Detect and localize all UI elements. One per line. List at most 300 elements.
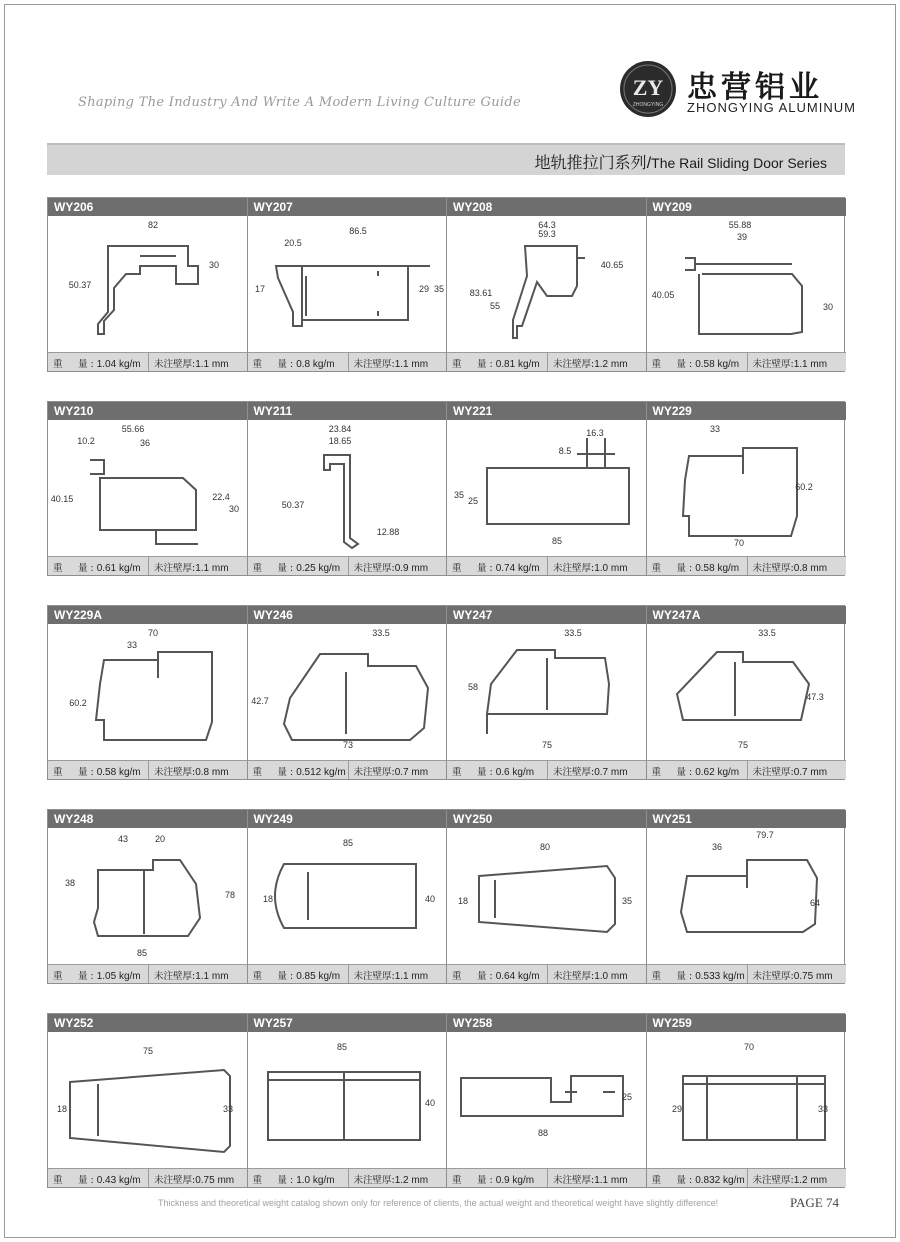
dimension-label: 33 (126, 640, 138, 650)
dimension-label: 30 (208, 260, 220, 270)
weight-label: 重 量: (53, 359, 97, 370)
dimension-label: 35 (453, 490, 465, 500)
profile-outline (156, 530, 198, 544)
dimension-label: 18.65 (328, 436, 351, 446)
dimension-label: 55.88 (728, 220, 751, 230)
spec-bar (647, 964, 847, 983)
dimension-label: 36 (711, 842, 722, 852)
weight-label: 重 量: (252, 1175, 297, 1186)
profile-outline (306, 271, 378, 316)
dimension-label: 8.5 (558, 446, 572, 456)
profile-figure (447, 420, 646, 556)
weight-spec (652, 560, 740, 574)
profile-row (47, 1013, 845, 1188)
spec-bar (248, 1168, 447, 1187)
weight-value: 0.81 kg/m (495, 359, 540, 370)
weight-spec (53, 1172, 141, 1186)
profile-figure (48, 420, 247, 556)
thickness-value: 1.2 mm (594, 359, 628, 370)
profile-figure (248, 1032, 447, 1168)
profile-outline (275, 864, 416, 928)
spec-bar (48, 352, 247, 371)
spec-bar (48, 964, 247, 983)
spec-bar (248, 760, 447, 779)
dimension-label: 16.3 (586, 428, 604, 438)
weight-value: 0.43 kg/m (96, 1175, 141, 1186)
thickness-spec (547, 1169, 646, 1187)
thickness-label: 未注壁厚: (553, 359, 595, 370)
weight-value: 1.04 kg/m (96, 359, 141, 370)
profile-card (447, 198, 647, 371)
thickness-value: 0.7 mm (594, 767, 628, 778)
profile-figure (248, 624, 447, 760)
profile-code-bar (248, 198, 447, 216)
profile-code: WY221 (453, 404, 493, 418)
profile-drawing (48, 624, 247, 760)
brand-logo (619, 60, 677, 118)
weight-spec (53, 968, 141, 982)
weight-label: 重 量: (53, 563, 97, 574)
profile-code-bar (447, 810, 646, 828)
profile-drawing (447, 420, 646, 556)
brand-name-cn: 忠营铝业 (687, 70, 823, 105)
page-label: PAGE (790, 1195, 823, 1210)
thickness-spec (547, 557, 646, 575)
profile-figure (48, 216, 247, 352)
weight-label: 重 量: (53, 971, 97, 982)
profile-card (248, 606, 448, 779)
thickness-label: 未注壁厚: (752, 1175, 794, 1186)
spec-bar (647, 556, 847, 575)
weight-spec (452, 356, 540, 370)
series-title-cn: 地轨推拉门系列 (534, 153, 647, 172)
dimension-label: 35 (621, 896, 633, 906)
weight-label: 重 量: (252, 563, 297, 574)
dimension-label: 18 (457, 896, 469, 906)
profile-drawing (248, 1032, 447, 1168)
logo-subtext: ZHONGYING (632, 102, 664, 108)
weight-spec (253, 968, 341, 982)
profile-card (447, 402, 647, 575)
profile-code: WY258 (453, 1016, 493, 1030)
thickness-spec (348, 761, 447, 779)
thickness-label: 未注壁厚: (154, 767, 196, 778)
weight-spec (452, 560, 540, 574)
profile-code: WY247A (652, 608, 701, 622)
dimension-label: 79.7 (755, 830, 774, 840)
thickness-label: 未注壁厚: (154, 563, 196, 574)
thickness-value: 1.0 mm (594, 563, 628, 574)
logo-monogram: ZY (632, 75, 664, 100)
profile-drawing (447, 216, 646, 352)
dimension-label: 43 (117, 834, 129, 844)
profile-figure (447, 216, 646, 352)
thickness-value: 1.1 mm (195, 563, 229, 574)
dimension-label: 47.3 (805, 692, 824, 702)
profile-figure (647, 828, 846, 964)
profile-card (647, 606, 847, 779)
dimension-label: 75 (737, 740, 748, 750)
dimension-label: 60.2 (794, 482, 813, 492)
dimension-label: 22.4 (212, 492, 230, 502)
spec-bar (248, 556, 447, 575)
weight-value: 0.58 kg/m (695, 359, 740, 370)
dimension-label: 40.05 (651, 290, 674, 300)
weight-value: 0.512 kg/m (296, 767, 346, 778)
profile-drawing (647, 216, 846, 352)
profile-code: WY247 (453, 608, 493, 622)
profile-outline (324, 455, 358, 548)
weight-label: 重 量: (53, 1175, 97, 1186)
thickness-label: 未注壁厚: (154, 971, 196, 982)
weight-spec (253, 1172, 335, 1186)
profile-outline (96, 652, 212, 740)
dimension-label: 36 (139, 438, 151, 448)
profile-outline (100, 478, 196, 530)
thickness-label: 未注壁厚: (752, 767, 794, 778)
spec-bar (48, 760, 247, 779)
thickness-label: 未注壁厚: (553, 971, 595, 982)
spec-bar (447, 352, 646, 371)
profile-code-bar (447, 606, 646, 624)
thickness-value: 1.0 mm (594, 971, 628, 982)
weight-value: 0.64 kg/m (495, 971, 540, 982)
spec-bar (647, 352, 847, 371)
profile-drawing (48, 828, 247, 964)
dimension-label: 50.37 (281, 500, 304, 510)
profile-code: WY207 (253, 200, 293, 214)
spec-bar (647, 1168, 847, 1187)
dimension-label: 30 (822, 302, 833, 312)
profile-card (48, 1014, 248, 1187)
weight-value: 0.58 kg/m (96, 767, 141, 778)
thickness-value: 1.1 mm (195, 971, 229, 982)
weight-spec (652, 1172, 745, 1186)
profile-figure (647, 216, 846, 352)
dimension-label: 33.5 (371, 628, 390, 638)
dimension-label: 20.5 (283, 238, 302, 248)
thickness-spec (148, 557, 247, 575)
weight-label: 重 量: (651, 1175, 696, 1186)
weight-value: 0.8 kg/m (296, 359, 335, 370)
profile-outline (276, 266, 302, 326)
dimension-label: 40.65 (600, 260, 624, 270)
dimension-label: 17 (254, 284, 265, 294)
thickness-spec (547, 965, 646, 983)
weight-label: 重 量: (452, 971, 496, 982)
profile-drawing (647, 828, 846, 964)
dimension-label: 33.5 (564, 628, 582, 638)
dimension-label: 86.5 (348, 226, 367, 236)
thickness-label: 未注壁厚: (154, 359, 196, 370)
weight-spec (253, 356, 335, 370)
profile-code: WY252 (54, 1016, 94, 1030)
thickness-value: 1.1 mm (195, 359, 229, 370)
weight-spec (652, 764, 740, 778)
dimension-label: 33.5 (757, 628, 776, 638)
dimension-label: 35 (433, 284, 444, 294)
profile-outline (577, 438, 615, 468)
weight-label: 重 量: (651, 971, 696, 982)
profile-code: WY257 (253, 1016, 293, 1030)
thickness-value: 0.7 mm (394, 767, 429, 778)
dimension-label: 29 (671, 1104, 682, 1114)
profile-code: WY209 (652, 200, 692, 214)
weight-spec (253, 560, 341, 574)
profile-outline (683, 1076, 828, 1140)
profile-drawing (647, 420, 846, 556)
tagline: Shaping The Industry And Write A Modern Living Culture Guide (78, 95, 521, 110)
spec-bar (48, 1168, 247, 1187)
profile-outline (683, 448, 797, 536)
dimension-label: 50.37 (68, 280, 92, 290)
profile-outline (513, 246, 577, 338)
spec-bar (248, 964, 447, 983)
profile-outline (94, 860, 200, 936)
dimension-label: 33 (817, 1104, 828, 1114)
profile-code-bar (647, 1014, 847, 1032)
dimension-label: 40 (424, 1098, 435, 1108)
weight-value: 0.832 kg/m (695, 1175, 745, 1186)
series-header (47, 143, 845, 175)
profile-outline (90, 460, 104, 474)
spec-bar (447, 556, 646, 575)
profile-code: WY210 (54, 404, 94, 418)
dimension-label: 40 (424, 894, 435, 904)
dimension-label: 12.88 (376, 527, 399, 537)
series-title-en: The Rail Sliding Door Series (651, 155, 827, 171)
dimension-label: 38 (64, 878, 76, 888)
profile-code-bar (248, 606, 447, 624)
profile-code: WY246 (253, 608, 293, 622)
profile-card (647, 402, 847, 575)
thickness-spec (747, 761, 847, 779)
profile-card (447, 1014, 647, 1187)
weight-spec (53, 356, 141, 370)
weight-spec (452, 764, 534, 778)
thickness-value: 0.7 mm (793, 767, 828, 778)
profile-outline (677, 652, 809, 720)
profile-row (47, 401, 845, 576)
profile-figure (647, 624, 846, 760)
dimension-label: 20 (154, 834, 166, 844)
dimension-label: 25 (621, 1092, 633, 1102)
thickness-spec (348, 353, 447, 371)
profile-drawing (447, 828, 646, 964)
profile-card (447, 606, 647, 779)
dimension-label: 58 (467, 682, 479, 692)
dimension-label: 33 (222, 1104, 234, 1114)
profile-code-bar (48, 810, 247, 828)
weight-value: 0.74 kg/m (495, 563, 540, 574)
dimension-label: 33 (709, 424, 720, 434)
thickness-spec (547, 353, 646, 371)
profile-figure (647, 420, 846, 556)
profile-figure (447, 828, 646, 964)
profile-card (48, 606, 248, 779)
thickness-value: 1.1 mm (394, 359, 429, 370)
profile-code-bar (447, 1014, 646, 1032)
thickness-spec (148, 761, 247, 779)
dimension-label: 60.2 (69, 698, 87, 708)
dimension-label: 70 (147, 628, 159, 638)
spec-bar (248, 352, 447, 371)
weight-value: 0.6 kg/m (495, 767, 535, 778)
profile-card (647, 1014, 847, 1187)
spec-bar (48, 556, 247, 575)
thickness-label: 未注壁厚: (752, 971, 794, 982)
profile-code-bar (647, 402, 847, 420)
dimension-label: 10.2 (77, 436, 95, 446)
profile-code: WY249 (253, 812, 293, 826)
profile-code: WY250 (453, 812, 493, 826)
thickness-label: 未注壁厚: (752, 563, 794, 574)
profile-outline (699, 274, 802, 334)
profile-code: WY251 (652, 812, 692, 826)
profile-drawing (647, 624, 846, 760)
profile-drawing (248, 420, 447, 556)
profile-card (48, 402, 248, 575)
profile-outline (98, 246, 198, 334)
weight-label: 重 量: (252, 767, 297, 778)
profile-card (248, 810, 448, 983)
dimension-label: 80 (539, 842, 551, 852)
profile-card (48, 810, 248, 983)
profile-code: WY229A (54, 608, 103, 622)
weight-value: 0.61 kg/m (96, 563, 141, 574)
profile-drawing (48, 216, 247, 352)
thickness-value: 1.2 mm (793, 1175, 828, 1186)
profile-drawing (647, 1032, 846, 1168)
profile-code: WY229 (652, 404, 692, 418)
dimension-label: 73 (342, 740, 353, 750)
series-title-separator: / (646, 155, 652, 172)
weight-spec (452, 968, 540, 982)
weight-value: 0.533 kg/m (695, 971, 745, 982)
profile-outline (284, 654, 428, 740)
dimension-label: 88 (537, 1128, 549, 1138)
dimension-label: 55 (489, 301, 501, 311)
profile-row (47, 605, 845, 780)
thickness-value: 0.75 mm (793, 971, 833, 982)
weight-spec (452, 1172, 534, 1186)
weight-label: 重 量: (452, 1175, 496, 1186)
profile-code: WY248 (54, 812, 94, 826)
thickness-spec (547, 761, 646, 779)
profile-drawing (248, 624, 447, 760)
profile-drawing (447, 624, 646, 760)
dimension-label: 64 (809, 898, 820, 908)
dimension-label: 82 (147, 220, 159, 230)
dimension-label: 70 (733, 538, 744, 548)
weight-value: 1.0 kg/m (296, 1175, 335, 1186)
thickness-label: 未注壁厚: (353, 767, 395, 778)
spec-bar (447, 760, 646, 779)
thickness-value: 1.1 mm (394, 971, 429, 982)
profile-code-bar (248, 402, 447, 420)
dimension-label: 59.3 (538, 229, 556, 239)
dimension-label: 85 (342, 838, 353, 848)
thickness-label: 未注壁厚: (752, 359, 794, 370)
weight-label: 重 量: (252, 359, 297, 370)
dimension-label: 30 (228, 504, 240, 514)
weight-label: 重 量: (651, 767, 696, 778)
thickness-spec (348, 965, 447, 983)
profile-figure (248, 420, 447, 556)
thickness-spec (747, 1169, 847, 1187)
thickness-spec (747, 965, 847, 983)
profile-code: WY206 (54, 200, 94, 214)
thickness-label: 未注壁厚: (353, 1175, 395, 1186)
footer-note: Thickness and theoretical weight catalog shown only for reference of clients, the actual weight and theoretical weight have slightly difference! (158, 1198, 719, 1208)
profile-outline (685, 258, 695, 270)
dimension-label: 85 (551, 536, 563, 546)
thickness-label: 未注壁厚: (154, 1175, 196, 1186)
page-number (790, 1195, 839, 1211)
dimension-label: 25 (467, 496, 479, 506)
profile-figure (447, 624, 646, 760)
thickness-value: 0.9 mm (394, 563, 429, 574)
weight-label: 重 量: (651, 563, 696, 574)
profile-code-bar (647, 810, 847, 828)
weight-label: 重 量: (452, 359, 496, 370)
profile-code: WY211 (253, 404, 293, 418)
thickness-value: 0.75 mm (195, 1175, 235, 1186)
profile-figure (48, 624, 247, 760)
profile-outline (461, 1076, 623, 1116)
thickness-label: 未注壁厚: (553, 563, 595, 574)
brand-name-en: ZHONGYING ALUMINUM (687, 100, 856, 115)
thickness-value: 0.8 mm (793, 563, 828, 574)
profile-outline (70, 1070, 230, 1152)
profile-code-bar (48, 606, 247, 624)
thickness-label: 未注壁厚: (353, 563, 395, 574)
thickness-label: 未注壁厚: (553, 1175, 595, 1186)
dimension-label: 40.15 (50, 494, 74, 504)
profile-card (248, 402, 448, 575)
thickness-spec (747, 557, 847, 575)
profile-card (248, 198, 448, 371)
dimension-label: 70 (743, 1042, 754, 1052)
profile-code: WY208 (453, 200, 493, 214)
profile-drawing (248, 216, 447, 352)
series-title (535, 150, 827, 173)
weight-value: 0.85 kg/m (296, 971, 341, 982)
profile-figure (447, 1032, 646, 1168)
thickness-value: 1.1 mm (594, 1175, 628, 1186)
profile-card (647, 810, 847, 983)
dimension-label: 42.7 (250, 696, 269, 706)
weight-label: 重 量: (452, 563, 496, 574)
profile-drawing (48, 1032, 247, 1168)
weight-spec (253, 764, 346, 778)
weight-spec (53, 764, 141, 778)
thickness-spec (747, 353, 847, 371)
thickness-label: 未注壁厚: (353, 359, 395, 370)
profile-code-bar (48, 198, 247, 216)
dimension-label: 75 (142, 1046, 154, 1056)
profile-code-bar (48, 402, 247, 420)
dimension-label: 83.61 (469, 288, 493, 298)
profile-outline (683, 1076, 828, 1140)
profile-code-bar (647, 606, 847, 624)
profile-code-bar (447, 402, 646, 420)
dimension-label: 85 (336, 1042, 347, 1052)
thickness-value: 1.2 mm (394, 1175, 429, 1186)
thickness-label: 未注壁厚: (353, 971, 395, 982)
dimension-label: 78 (224, 890, 236, 900)
profile-figure (48, 828, 247, 964)
